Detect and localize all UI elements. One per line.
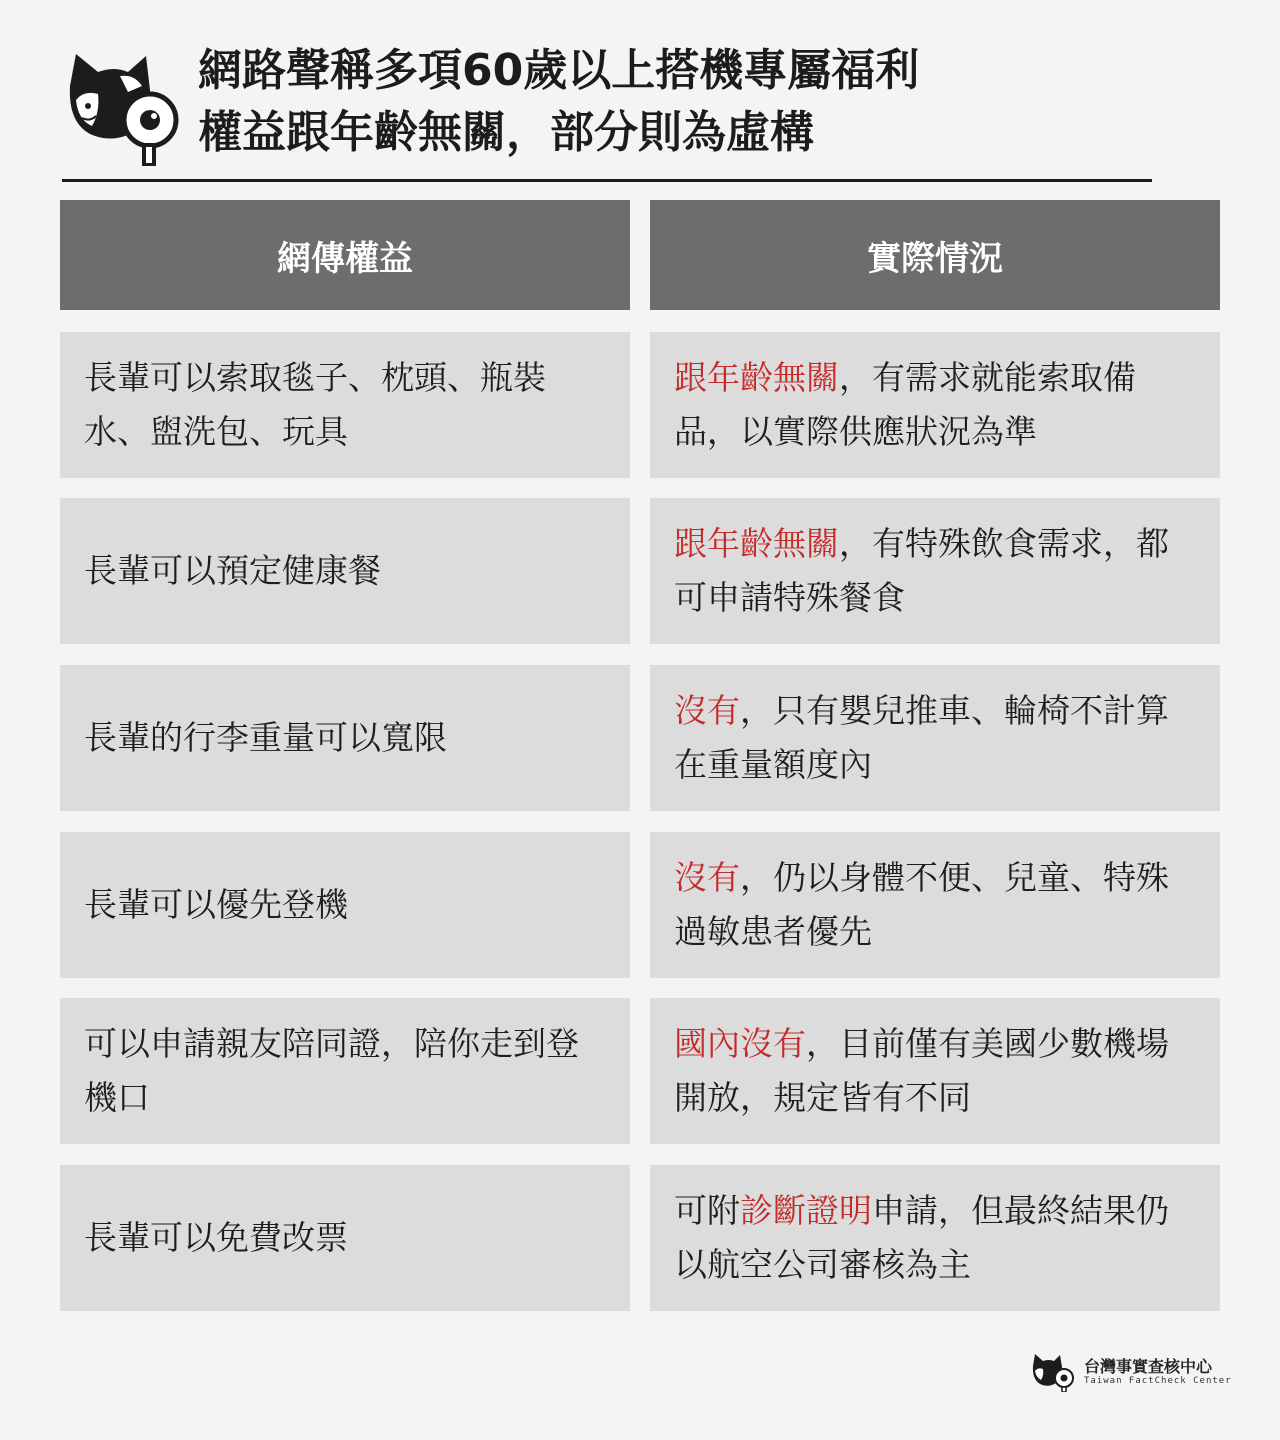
fact-detail: ，只有嬰兒推車、輪椅不計算在重量額度內 — [674, 691, 1169, 784]
fact-prefix: 可附 — [674, 1191, 740, 1230]
fact-cell — [650, 832, 1220, 978]
fact-text — [674, 351, 1196, 459]
fact-highlight: 跟年齡無關 — [674, 524, 839, 563]
fact-text — [674, 1184, 1196, 1292]
fact-cell — [650, 498, 1220, 644]
fact-highlight: 沒有 — [674, 691, 740, 730]
column-header-claims: 網傳權益 — [60, 200, 630, 310]
fact-cell — [650, 665, 1220, 811]
fact-highlight: 國內沒有 — [674, 1024, 806, 1063]
claim-text: 長輩可以索取毯子、枕頭、瓶裝水、盥洗包、玩具 — [84, 358, 546, 451]
claim-text: 長輩可以免費改票 — [84, 1218, 348, 1257]
page-title — [198, 40, 919, 164]
claim-text: 長輩可以優先登機 — [84, 885, 348, 924]
fact-detail: ，有需求就能索取備品，以實際供應狀況為準 — [674, 358, 1136, 451]
small-cat-logo-icon — [1030, 1352, 1078, 1392]
fact-text — [674, 851, 1196, 959]
claim-text: 長輩可以預定健康餐 — [84, 551, 381, 590]
fact-highlight: 診斷證明 — [740, 1191, 872, 1230]
org-name: 台灣事實查核中心 — [1084, 1357, 1213, 1376]
header — [62, 40, 1152, 182]
fact-cell — [650, 1165, 1220, 1311]
claim-cell — [60, 1165, 630, 1311]
fact-text — [674, 684, 1196, 792]
fact-text — [674, 517, 1196, 625]
fact-detail: ，目前僅有美國少數機場開放，規定皆有不同 — [674, 1024, 1169, 1117]
fact-highlight: 沒有 — [674, 858, 740, 897]
claim-cell — [60, 998, 630, 1144]
claim-text: 長輩的行李重量可以寬限 — [84, 718, 447, 757]
fact-cell — [650, 332, 1220, 478]
claim-cell — [60, 665, 630, 811]
claim-cell — [60, 498, 630, 644]
fact-detail: ，有特殊飲食需求，都可申請特殊餐食 — [674, 524, 1169, 617]
cat-magnifier-logo-icon — [62, 46, 182, 166]
fact-detail: 申請，但最終結果仍以航空公司審核為主 — [674, 1191, 1169, 1284]
fact-detail: ，仍以身體不便、兒童、特殊過敏患者優先 — [674, 858, 1169, 951]
title-divider — [62, 179, 1152, 182]
footer-branding — [1030, 1352, 1230, 1394]
claim-text: 可以申請親友陪同證，陪你走到登機口 — [84, 1024, 579, 1117]
claim-cell — [60, 332, 630, 478]
title-line-1: 網路聲稱多項60歲以上搭機專屬福利 — [198, 45, 920, 96]
org-name-en: Taiwan FactCheck Center — [1084, 1376, 1232, 1386]
fact-highlight: 跟年齡無關 — [674, 358, 839, 397]
title-line-2: 權益跟年齡無關，部分則為虛構 — [198, 107, 814, 158]
fact-cell — [650, 998, 1220, 1144]
fact-text — [674, 1017, 1196, 1125]
claim-cell — [60, 832, 630, 978]
column-header-facts: 實際情況 — [650, 200, 1220, 310]
